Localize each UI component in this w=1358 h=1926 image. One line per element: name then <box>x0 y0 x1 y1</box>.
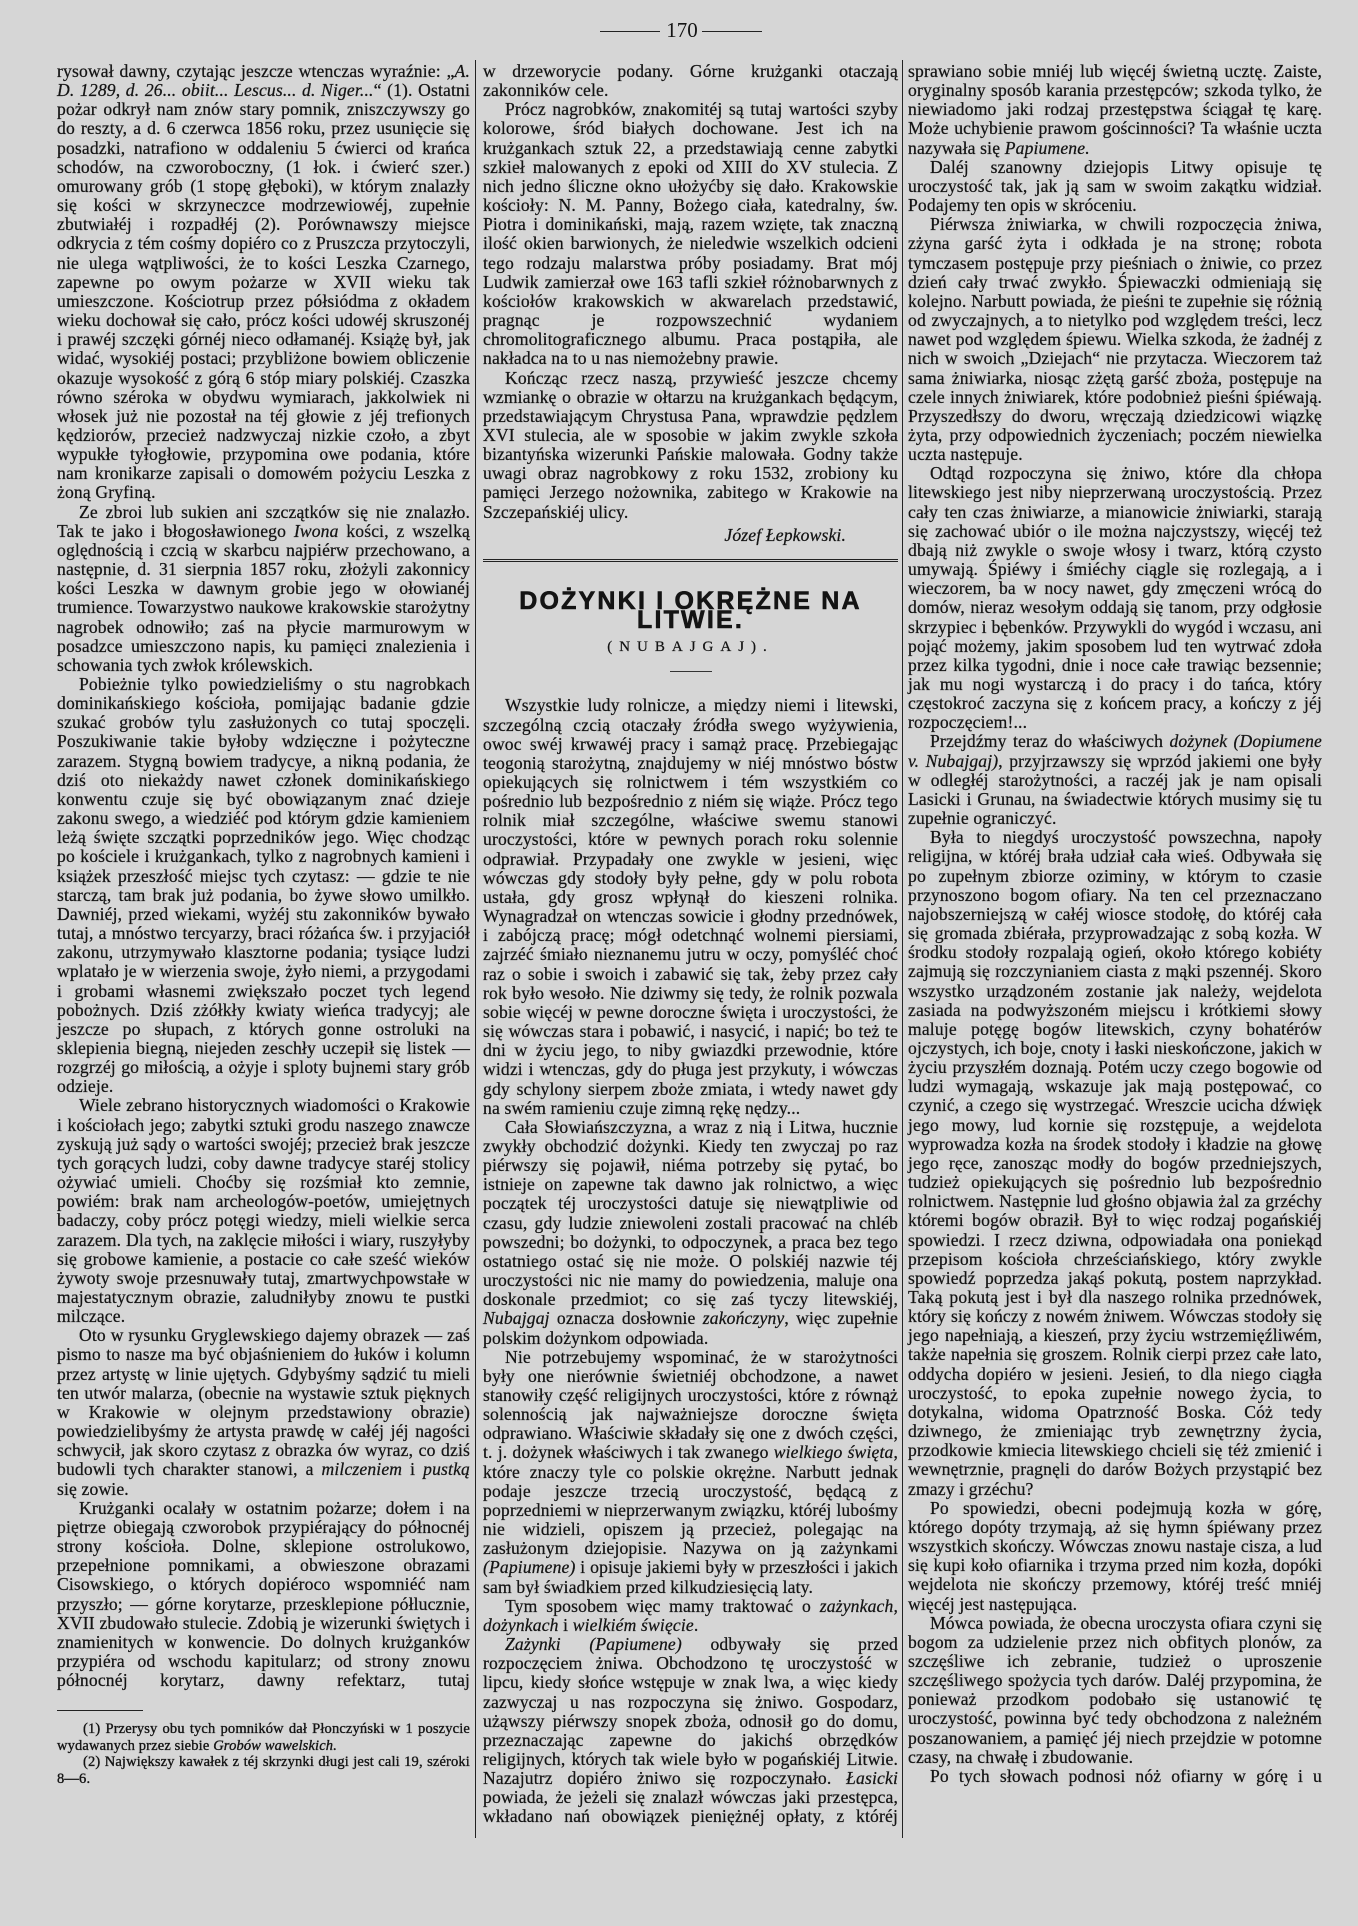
paragraph <box>483 1635 898 1827</box>
page-header <box>0 14 1358 44</box>
text-run: Daléj szanowny dziejopis Litwy opisuje tę uroczystość tak, jak ją sam w swoim zakątku widział. Podajemy ten opis w skróceniu. <box>908 156 1322 216</box>
author-signature: Józef Łepkowski. <box>724 524 846 545</box>
text-run: “ (1). Ostatni pożar odkrył nam znów stary pomnik, zniszczywszy go do reszty, a d. 6 czerwca 1856 roku, przez usunięcie się posadzki, natrafiono w oddaleniu 5 ćwierci od krańca schodów, na czworoboczny, (1 łok. i ćwierć szer.) omurowany grób (1 stopę głęboki), w którym znalazły się kości w skrzyneczce modrzewiowéj, zupełnie zbutwiałéj i rozpadłéj (2). Porównawszy miejsce odkrycia z tém cośmy dopiéro co z Pruszcza przytoczyli, nie ulega wątpliwości, że to kości Leszka Czarnego, zapewne po owym pożarze w XVII wieku tak umieszczone. Kościotrup przez półsiódma z okładem wieku dochował się cało, prócz kości udowéj skruszonéj i prawéj szczęki górnéj nieco odłamanéj. Książę był, jak widać, wysokiéj postaci; przybliżone bowiem obliczenie okazuje wysokość z górą 6 stóp miary polskiéj. Czaszka równo széroka w obydwu wymiarach, jakkolwiek ni włosek już nie pozostał na téj głowie z jéj trefionych kędziorów, przecież nadzwyczaj nizkie czoło, a zbyt wypukłe tyłogłowie, przypomina owe podania, które nam kronikarze zapisali o domowém pożyciu Leszka z żoną Gryfiną. <box>57 80 470 503</box>
text-run: Kończąc rzecz naszą, przywieść jeszcze chcemy wzmiankę o obrazie w ołtarzu na krużgankach będącym, przedstawiającym Chrystusa Pana, wprawdzie pędzlem XVI stulecia, ale w sposobie w jakim zwykle szkoła bizantyńska wizerunki Pańskie malowała. Godny także uwagi obraz nagrobkowy z roku 1532, zrobiony ku pamięci Jerzego nożownika, zabitego w Krakowie na Szczepańskiéj ulicy. <box>483 367 898 522</box>
italic-text: dożynek (Dopiumene v. Nubajgaj) <box>908 731 1323 771</box>
text-run: . <box>693 1614 699 1635</box>
italic-text: (Papiumene) <box>483 1557 576 1578</box>
paragraph <box>908 732 1322 828</box>
text-run: Oto w rysunku Gryglewskiego dajemy obrazek — zaś pismo to nasze ma być objaśnieniem do łuków i kolumn przez artystę w linie ujętych. Gdybyśmy sądzić tu mieli ten utwór malarza, (obecnie na wystawie sztuk pięknych w Krakowie w olejnym przedstawiony obrazie) powiedzielibyśmy że artysta prawdę w całéj jéj nagości schwycił, jak skoro czytasz z obrazka ów wyraz, co dziś budowli tych charakter stanowi, a <box>57 1325 470 1480</box>
text-run: Mówca powiada, że obecna uroczysta ofiara czyni się bogom za udzielenie przez nich obfitych plonów, za szczęśliwe ich zebranie, tudzież o uproszenie szczęśliwego spożycia tych darów. Daléj przypomina, że ponieważ przodkom podobało się ustanowić tę uroczystość, powinna być tedy obchodzona z należném poszanowaniem, a pamięć jéj niech przejdzie w potomne czasy, na chwałę i zbudowanie. <box>908 1612 1322 1767</box>
header-rule-right <box>702 31 762 32</box>
paragraph <box>57 1326 470 1498</box>
italic-text: Nubajgaj <box>483 1308 550 1329</box>
article-title: DOŻYNKI I OKRĘŻNE NA LITWIE. <box>519 586 862 635</box>
paragraph <box>57 675 470 1096</box>
text-run: w drzeworycie podany. Górne krużganki otaczają zakonników cele. <box>483 61 898 101</box>
paragraph <box>57 503 470 675</box>
text-run: , przyjrzawszy się wprzód jakiemi one były w odległéj starożytności, a raczéj jak je nam opisali Lasicki i Grunau, na świadectwie których musimy się tu zupełnie ograniczyć. <box>908 750 1322 829</box>
article-subtitle: (NUBAJGAJ). <box>607 639 774 656</box>
italic-text: pustką <box>423 1459 470 1480</box>
text-run: się zowie. <box>57 1478 129 1499</box>
text-run: Cała Słowiańszczyzna, a wraz z nią i Litwa, hucznie zwykły obchodzić dożynki. Kiedy ten zwyczaj po raz piérwszy się pojawił, niéma potrzeby się pytać, bo istnieje on zapewne tak dawno jak rolnictwo, a więc początek téj uroczystości datuje się niewątpliwie od czasu, gdy ludzie zniewoleni zostali pracować na chléb powszedni; bo dożynki, to odpoczynek, a praca bez tego ostatniego ostać się nie może. O polskiéj nazwie téj uroczystości nic nie mamy do powiedzenia, maluje ona doskonale przedmiot; co się zaś tyczy litewskiéj, <box>483 1116 898 1310</box>
text-run: powiada, że jeżeli się znalazł wówczas jaki przestępca, wkładano nań obowiązek pieniężnéj opłaty, z któréj <box>483 1787 898 1827</box>
text-run: Po tych słowach podnosi nóż ofiarny w górę i u <box>930 1765 1322 1786</box>
text-run: Tym sposobem więc mamy traktować o <box>505 1595 820 1616</box>
paragraph <box>908 1499 1322 1614</box>
column-2 <box>483 62 898 1827</box>
footnote-divider <box>57 1710 143 1711</box>
header-rule-left <box>600 31 660 32</box>
paragraph <box>908 828 1322 1498</box>
paragraph <box>908 158 1322 215</box>
italic-text: milczeniem <box>321 1459 403 1480</box>
page-number: 170 <box>666 18 698 42</box>
footnotes <box>57 1721 470 1787</box>
text-run: i opisuje jakiemi były w przeszłości i jakich sam był świadkiem przed kilkudziesięcią laty. <box>483 1557 898 1597</box>
paragraph <box>57 62 470 503</box>
paragraph <box>483 100 898 368</box>
text-run: Odtąd rozpoczyna się żniwo, które dla chłopa litewskiego jest niby nieprzerwaną uroczystością. Przez cały ten czas żniwiarze, a mianowicie żniwiarki, starają się zachować ubiór o ile można najczystszy, więcéj też dbają niż zwykle o swoje włosy i twarz, którą czysto umywają. Śpiéwy i śmiéchy ciągle się rozlegają, a i wieczorem, ba w nocy nawet, gdy zmęczeni wrócą do domów, nieraz wesołym oddają się tanom, przy odgłosie skrzypiec i bębenków. Przywykli do wygód i wczasu, ani pojąć możemy, jakim sposobem lud ten wytrwać zdoła przez kilka tygodni, dnie i noce całe trawiąc bezsennie; jak mu nogi wystarczą i do pracy i do tańca, który częstokroć zaczyna się z końcem pracy, a kończy z jéj rozpoczęciem!... <box>908 463 1322 733</box>
paragraph <box>908 1767 1322 1786</box>
text-run: Po spowiedzi, obecni podejmują kozła w górę, którego dopóty trzymają, aż się hymn śpiéwany przez wszystkich skończy. Wówczas znowu nastaje cisza, a lud się kupi koło ofiarnika i trzyma przed nim kozła, dopóki wejdelota nie skończy przemowy, któréj treść mniéj więcéj jest następująca. <box>908 1497 1322 1614</box>
paragraph <box>908 62 1322 158</box>
text-run: rysował dawny, czytając jeszcze wtenczas wyraźnie: „ <box>57 61 455 81</box>
article-continuation-text <box>57 62 470 1690</box>
paragraph <box>57 1754 470 1787</box>
text-run: (2) Największy kawałek z téj skrzynki długi jest cali 19, széroki 8—6. <box>57 1754 470 1787</box>
text-run: sprawiano sobie mniéj lub więcéj świetną ucztę. Zaiste, oryginalny sposób karania przestępców; szkoda tylko, że niewiadomo jaki rodzaj przestępstwa ściągał tę karę. Może uchybienie prawom gościnności? Ta właśnie uczta nazywała się <box>908 61 1322 158</box>
italic-text: Papiumene. <box>1004 137 1090 158</box>
text-run: Prócz nagrobków, znakomitéj są tutaj wartości szyby kolorowe, śród białych dochowane. Jest ich na krużgankach sztuk 22, a przedstawiają cenne zabytki szkieł malowanych z epoki od XIII do XV stulecia. Z nich jedno śliczne okno ułożyćby się dało. Krakowskie kościoły: N. M. Panny, Bożego ciała, katedralny, św. Piotra i dominikański, mają, razem wzięte, tak znaczną ilość okien barwionych, że nieledwie wszelkich odcieni tego rodzaju malarstwa próby posiadamy. Brat mój Ludwik zamierzał owe 163 tafli szkieł różnobarwnych z kościołów krakowskich w akwarelach przedstawić, pragnąc je rozpowszechnić wydaniem chromolitograficznego albumu. Praca postąpiła, ale nakładca na to u nas niemożebny prawie. <box>483 99 898 369</box>
italic-text: Zażynki (Papiumene) <box>505 1634 682 1655</box>
paragraph <box>57 1499 470 1691</box>
text-run: oznacza dosłownie <box>549 1308 703 1329</box>
text-run: Nie potrzebujemy wspominać, że w starożytności były one nierównie świetniéj obchodzone, a nawet stanowiły część religijnych uroczystości, które z równąż solennością jak najważniejsze doroczne święta odprawiano. Właściwie składały się one z dwóch części, t. j. dożynek właściwych i tak zwanego <box>483 1346 898 1463</box>
article-body-continued <box>908 62 1322 1786</box>
column-divider <box>902 60 903 1838</box>
paragraph <box>483 1597 898 1635</box>
column-divider <box>475 60 476 1838</box>
italic-text: zażynkach, dożynkach <box>483 1595 898 1635</box>
text-run: Była to niegdyś uroczystość powszechna, napoły religijna, w któréj brała udział cała wieś. Odbywała się po zupełnym zbiorze oziminy, w którym to czasie przynoszono bogom ofiary. Na ten cel przeznaczano najobszerniejszą w całéj wiosce stodołę, do któréj cała się gromada zbiérała, przyprowadzając z sobą kozła. W środku stodoły rozpalają ogień, około którego kobiéty zajmują się rozczynianiem ciasta z mąki pszennéj. Skoro wszystko urządzoném zostanie jak należy, wejdelota zasiada na podwyższoném miejscu i krótkiemi słowy maluje potęgę bogów litewskich, czyny bohatérów ojczystych, ich boje, cnoty i łaski nieskończone, jakich w życiu przyszłém doznają. Potém uczy czego bogowie od ludzi wymagają, wskazuje jak mają postępować, co czynić, a czego się wystrzegać. Wreszcie ucicha dźwięk jego mowy, lud kornie się rozstępuje, a wejdelota wyprowadza kozła na środek stodoły i kładzie na głowę jego ręce, zanosząc modły do bogów przedniejszych, tudzież opiekujących się pośrednio lub bezpośrednio rolnictwem. Następnie lud głośno objawia żal za grzéchy któremi bogów obraził. Był to więc rodzaj pogańskiéj spowiedzi. I rzecz dziwna, odpowiadała ona poniekąd przepisom kościoła chrześciańskiego, który zwykle spowiedź poprzedza jakąś pokutą, postem naprzykład. Taką pokutą jest i był dla naszego rolnika przednówek, który się kończy z nowém żniwem. Wówczas stodoły się jego napełniają, a kieszeń, przy życiu wstrzemięźliwém, także napełnia się groszem. Rolnik cierpi przez całe lato, oddycha dopiéro w jesieni. Jesień, to dla niego ciągła uroczystość, to epoka zupełnie nowego życia, to dotykalna, widoma Opatrzność Boska. Cóż tedy dziwnego, że zmieniając tryb zewnętrzny życia, przodkowie kmiecia litewskiego chcieli się téż zmienić i wewnętrznie, pragnęli do darów Bożych przystąpić bez zmazy i grzéchu? <box>908 827 1322 1499</box>
text-run: (1) Przerysy obu tych pomników dał Płonczyński w 1 poszycie wydawanych przez siebie <box>57 1721 470 1754</box>
italic-text: A. D. 1289, d. 26... obiit... Lescus... d. Niger... <box>57 61 470 101</box>
text-run: Przejdźmy teraz do właściwych <box>930 731 1170 752</box>
italic-text: wielkiém święcie <box>572 1614 694 1635</box>
paragraph <box>483 62 898 100</box>
italic-text: Łasicki <box>846 1768 898 1789</box>
text-run: , które znaczy tyle co polskie okrężne. Narbutt jednak podaje jeszcze trzecią uroczystość, będącą z poprzedniemi w nieprzerwanym związku, któréj lubośmy nie widzieli, opiszem ją przecież, polegając na zasłużonym dziejopisie. Nazywa on ją zażynkami <box>483 1442 898 1559</box>
paragraph <box>908 215 1322 464</box>
italic-text: Iwona <box>293 520 339 541</box>
article-continuation-text <box>483 62 898 522</box>
paragraph <box>483 369 898 522</box>
column-1 <box>57 62 470 1787</box>
text-run: Ze zbroi lub sukien ani szczątków się nie znalazło. Tak te jako i błogosławionego <box>57 501 470 541</box>
paragraph <box>483 1118 898 1348</box>
paragraph <box>908 1614 1322 1767</box>
paragraph <box>57 1721 470 1754</box>
italic-text: wielkiego święta <box>773 1442 894 1463</box>
title-underline <box>670 671 712 672</box>
paragraph <box>908 464 1322 732</box>
text-run: i <box>402 1459 424 1480</box>
text-run: Piérwsza żniwiarka, w chwili rozpoczęcia żniwa, zżyna garść żyta i odkłada je na stronę; robota tymczasem postępuje przy pieśniach o żniwie, co przez dzień cały trwać zwykło. Śpiewaczki odmieniają się kolejno. Narbutt powiada, że pieśni te zupełnie się różnią od zwyczajnych, a to nietylko pod względem treści, lecz nawet pod względem śpiewu. Wielka szkoda, że żadnéj z nich w swoich „Dziejach“ nie przytacza. Wieczorem taż sama żniwiarka, niosąc zżętą garść zboża, postępuje na czele innych żniwiarek, które podobnież pieśni śpiéwają. Przyszedłszy do dworu, wręczają dziedzicowi wiązkę żyta, przy odpowiednich życzeniach; poczém niewielka uczta następuje. <box>908 214 1322 465</box>
text-run: Wszystkie ludy rolnicze, a między niemi i litewski, szczególną czcią otaczały źródła swego wyżywienia, owoc swéj krwawéj pracy i samąż pracę. Przebiegając teogonią starożytną, znajdujemy w niéj mnóstwo bóstw opiekujących się rolnictwem i tém wszystkiém co pośrednio lub bezpośrednio z niém się wiąże. Prócz tego rolnik miał szczególne, właściwe swemu stanowi uroczystości, które w pewnych porach roku solennie odprawiał. Przypadały one zwykle w jesieni, więc wówczas gdy stodoły były pełne, gdy w polu robota ustała, gdy grosz wpłynął do kieszeni rolnika. Wynagradzał on wtenczas sowicie i głodny przednówek, i zabójczą pracę; mógł odetchnąć wolnemi piersiami, zajrzéć śmiało nieznanemu jutru w oczy, pomyśléć choć raz o sobie i swoich i zabawić się tak, żeby przez cały rok było wesoło. Nie dziwmy się tedy, że rolnik pozwala sobie więcéj w pewne doroczne święta i uroczystości, że się wówczas stara i pobawić, i nasycić, i napić; bo też te dni w życiu jego, to niby gwiazdki przewodnie, które widzi i wtenczas, gdy do pługa jest przykuty, i wówczas gdy schylony sierpem zboże zmiata, i wtedy nawet gdy na swém ramieniu czuje zimną rękę nędzy... <box>483 695 898 1118</box>
paragraph <box>483 1348 898 1597</box>
article-separator <box>483 559 898 562</box>
italic-text: zakończyny <box>702 1308 785 1329</box>
text-run: kości, z wszelką oględnością i czcią w skarbcu najpiérw przechowano, a następnie, d. 31 sierpnia 1857 roku, złożyli zakonnicy kości Leszka w dawnym grobie jego w ołowianéj trumience. Towarzystwo naukowe krakowskie starożytny nagrobek odnowiło; zaś na płycie marmurowym w posadzce umieszczono napis, ku pamięci znalezienia i schowania tych zwłok królewskich. <box>57 520 470 675</box>
paragraph <box>57 1096 470 1326</box>
text-run: Pobieżnie tylko powiedzieliśmy o stu nagrobkach dominikańskiego kościoła, pomijając badanie gdzie szukać grobów tylu zasłużonych co tutaj spoczęli. Poszukiwanie takie byłoby wdzięczne i pożyteczne zarazem. Stygną bowiem tradycye, a nikną podania, że dziś oto niekażdy nawet członek dominikańskiego konwentu czuje się być obowiązanym znać dzieje zakonu swego, a wiedziéć pod którym gdzie kamieniem leżą święte szczątki poprzedników jego. Więc chodząc po kościele i krużgankach, tylko z nagrobnych kamieni i książek przeszłość miejsc tych czytasz: — gdzie te nie starczą, tam brak już podania, bo żywe słowo umilkło. Dawniéj, przed wiekami, wyżéj stu zakonników bywało tutaj, a mnóstwo tercyarzy, braci różańca św. i przyjaciół zakonu, utrzymywało klasztorne podania; tysiące ludzi wplatało je w wierzenia swoje, żyło niemi, a przygodami i grobami własnemi zwiększało poczet tych legend pobożnych. Dziś zżółkły kwiaty wieńca tradycyj; ale jeszcze po słupach, z których gonne ostroluki na sklepienia biegną, niejeden zeschły uczepił się listek — rozgrzéj go miłością, a ożyje i sploty bujnemi stary grób odzieje. <box>57 674 470 1097</box>
italic-text: Grobów wawelskich. <box>213 1737 337 1754</box>
column-3 <box>908 62 1322 1786</box>
text-run: Krużganki ocalały w ostatnim pożarze; dołem i na piętrze obiegają czworobok przypiérający do północnéj strony kościoła. Dolne, sklepione ostrolukowo, przepełnione pomnikami, a obwieszone obrazami Cisowskiego, o których dopiéroco wspomniéć nam przyszło; — górne korytarze, przesklepione półlucznie, XVII zbudowało stulecie. Zdobią je wizerunki świętych i znamienitych w konwencie. Do dolnych krużganków przypiéra od wschodu kapitularz; od strony znowu północnéj korytarz, dawny refektarz, tutaj <box>57 1497 470 1691</box>
text-run: , więc zupełnie polskim dożynkom odpowiada. <box>483 1308 898 1348</box>
article-body <box>483 696 898 1826</box>
text-run: odbywały się przed rozpoczęciem żniwa. Obchodzono tę uroczystość w lipcu, kiedy słońce wstępuje w znak lwa, a więc kiedy zazwyczaj u nas rozpoczyna się żniwo. Gospodarz, użąwszy piérwszy snopek zboża, odnosił go do domu, przeznaczając zapewne do jakichś obrzędków religijnych, których tak wiele było w pogańskiéj Litwie. Nazajutrz dopiéro żniwo się rozpoczynało. <box>483 1634 899 1789</box>
text-run: i <box>558 1614 573 1635</box>
paragraph <box>483 696 898 1117</box>
text-run: Wiele zebrano historycznych wiadomości o Krakowie i kościołach jego; zabytki sztuki grodu naszego znawcze zyskują już sądy o wartości swojéj; przecież brak jeszcze tych gorących ludzi, coby dawne tradycye staréj stolicy ożywiać umieli. Choćby się rozśmiał kto zemnie, powiém: brak nam archeologów-poetów, umiejętnych badaczy, coby prócz potęgi wiedzy, mieli wielkie serca zarazem. Dla tych, na zaklęcie miłości i wiary, ruszyłyby się grobowe kamienie, a postacie co całe sześć wieków żywoty swoje przesnuwały tutaj, zmartwychpowstałe w majestatycznym obrazie, zaludniłyby znowu te pustki milczące. <box>57 1095 470 1327</box>
